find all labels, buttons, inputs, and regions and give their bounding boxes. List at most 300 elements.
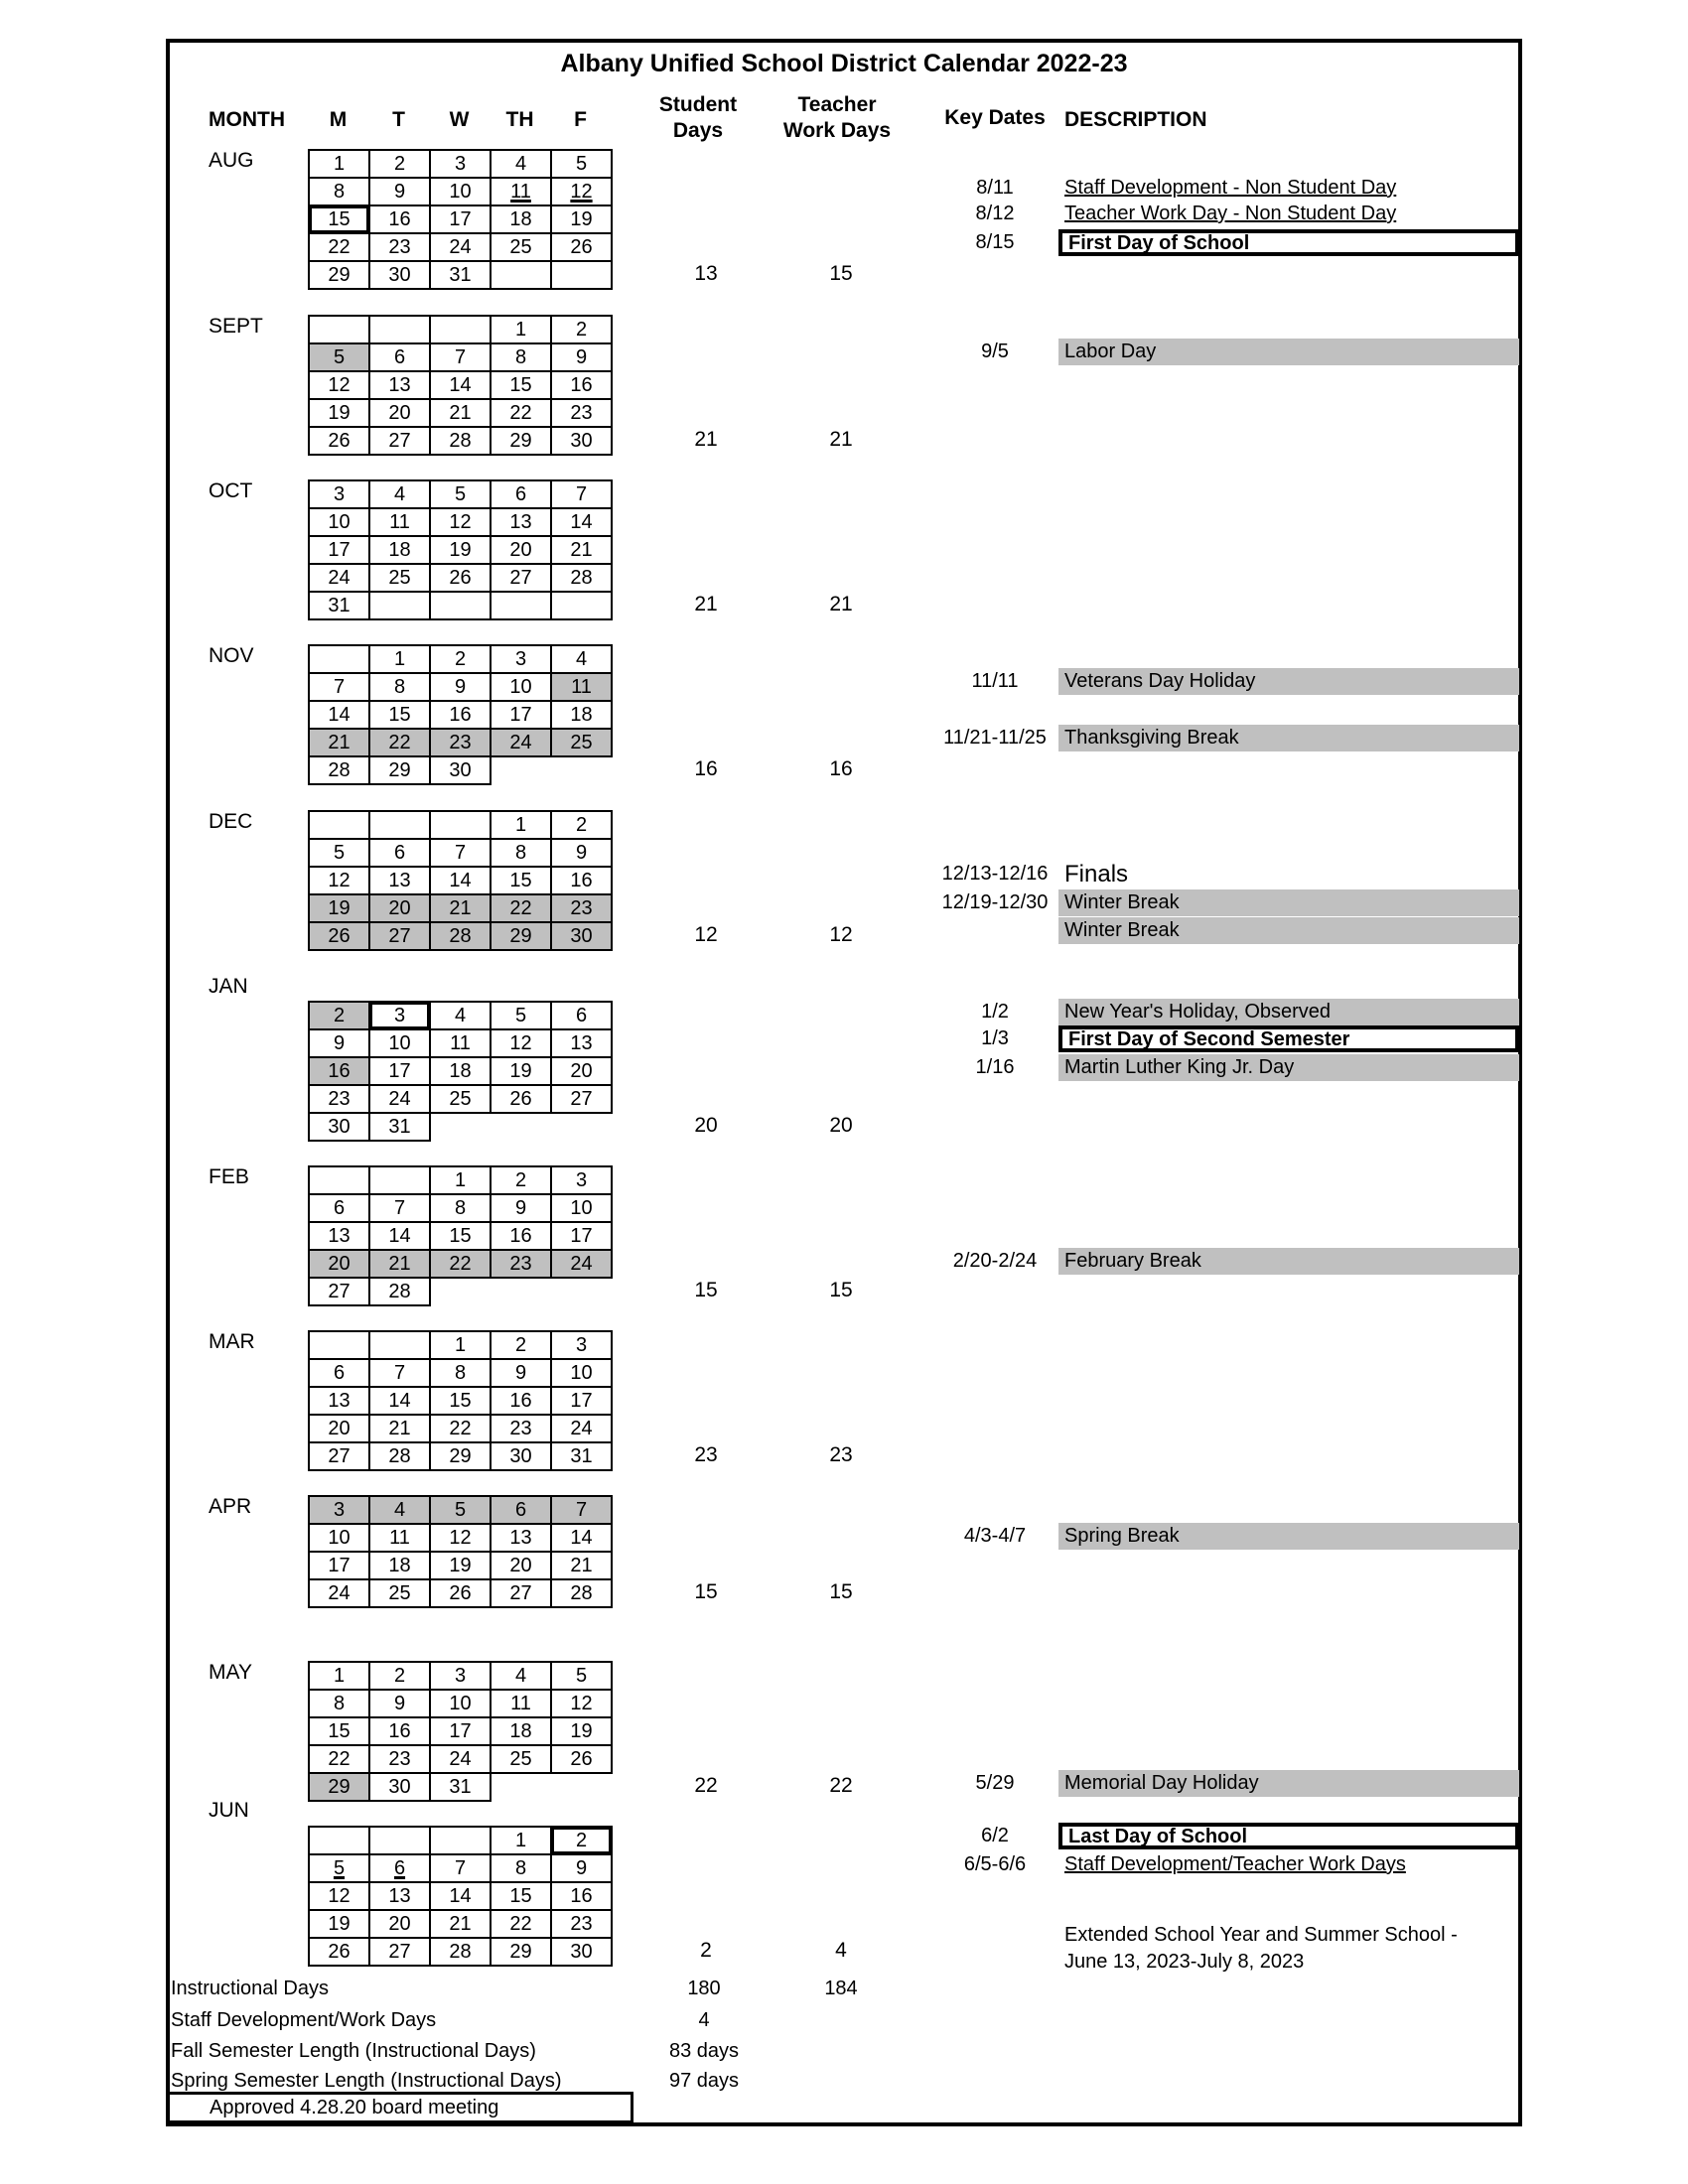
calendar-day: 10 (430, 1690, 491, 1717)
month-label: APR (209, 1495, 252, 1518)
calendar-day (309, 1331, 369, 1359)
calendar-day: 7 (369, 1359, 430, 1387)
calendar-day: 13 (309, 1387, 369, 1415)
calendar-day: 4 (369, 480, 430, 508)
calendar-day: 19 (551, 1717, 612, 1745)
calendar-day: 26 (309, 1938, 369, 1966)
summary-student-staff: 4 (698, 2009, 710, 2031)
calendar-day: 3 (369, 1002, 430, 1029)
calendar-day: 29 (369, 756, 430, 784)
summary-student-fall: 83 days (668, 2040, 740, 2062)
calendar-day: 25 (551, 729, 612, 756)
header-wed: W (449, 108, 470, 131)
calendar-day: 13 (491, 508, 551, 536)
month-label: FEB (209, 1165, 249, 1188)
calendar-day: 30 (491, 1442, 551, 1470)
calendar-day (369, 1166, 430, 1194)
calendar-day: 28 (309, 756, 369, 784)
calendar-day: 30 (369, 1773, 430, 1801)
month-grid (308, 1330, 613, 1471)
calendar-day: 18 (369, 536, 430, 564)
key-date: 12/19-12/30 (941, 891, 1049, 913)
teacher-days-count: 15 (829, 262, 853, 285)
calendar-day: 8 (430, 1194, 491, 1222)
calendar-day: 3 (309, 480, 369, 508)
key-date: 6/5-6/6 (963, 1853, 1027, 1875)
teacher-days-count: 4 (835, 1939, 847, 1962)
calendar-day: 28 (369, 1278, 430, 1305)
calendar-day: 28 (369, 1442, 430, 1470)
key-date: 8/11 (976, 177, 1014, 199)
key-date: 6/2 (981, 1825, 1009, 1846)
calendar-day: 1 (430, 1331, 491, 1359)
calendar-day: 4 (491, 1662, 551, 1690)
calendar-day: 5 (491, 1002, 551, 1029)
calendar-day: 22 (369, 729, 430, 756)
header-thu: TH (505, 108, 534, 131)
calendar-day: 15 (430, 1387, 491, 1415)
calendar-day (430, 1278, 491, 1305)
calendar-day: 13 (369, 1882, 430, 1910)
calendar-day (491, 1773, 551, 1801)
event-description: Finals (1064, 861, 1129, 887)
calendar-day: 22 (491, 1910, 551, 1938)
calendar-day: 27 (491, 564, 551, 592)
event-description: Memorial Day Holiday (1058, 1770, 1519, 1797)
month-grid (308, 1165, 613, 1306)
calendar-day: 24 (491, 729, 551, 756)
calendar-day: 21 (551, 536, 612, 564)
calendar-day: 21 (430, 1910, 491, 1938)
calendar-day: 31 (551, 1442, 612, 1470)
calendar-day: 3 (430, 150, 491, 178)
calendar-day: 22 (309, 1745, 369, 1773)
calendar-day: 27 (369, 1938, 430, 1966)
calendar-day: 1 (491, 811, 551, 839)
calendar-day (491, 1113, 551, 1141)
calendar-day: 29 (430, 1442, 491, 1470)
calendar-day (551, 1278, 612, 1305)
month-label: MAR (209, 1330, 255, 1353)
calendar-day: 12 (309, 371, 369, 399)
calendar-day: 1 (369, 645, 430, 673)
calendar-day: 29 (491, 1938, 551, 1966)
calendar-day: 27 (369, 922, 430, 950)
calendar-day: 12 (309, 1882, 369, 1910)
calendar-day: 1 (491, 316, 551, 343)
calendar-day: 20 (369, 399, 430, 427)
calendar-day: 29 (309, 1773, 369, 1801)
month-grid (308, 149, 613, 290)
calendar-day: 28 (430, 922, 491, 950)
calendar-day: 9 (430, 673, 491, 701)
summary-label-instructional: Instructional Days (171, 1978, 329, 1999)
calendar-day: 21 (430, 894, 491, 922)
calendar-day (551, 1113, 612, 1141)
calendar-day: 12 (551, 178, 612, 205)
calendar-day: 5 (551, 150, 612, 178)
event-description: Last Day of School (1058, 1823, 1519, 1849)
calendar-day: 30 (430, 756, 491, 784)
calendar-day: 4 (430, 1002, 491, 1029)
calendar-day: 31 (369, 1113, 430, 1141)
calendar-day: 2 (551, 1827, 612, 1854)
calendar-day: 25 (369, 1579, 430, 1607)
event-description: First Day of Second Semester (1058, 1025, 1519, 1052)
calendar-day: 10 (369, 1029, 430, 1057)
calendar-day (430, 316, 491, 343)
calendar-day: 14 (430, 1882, 491, 1910)
calendar-day: 21 (369, 1415, 430, 1442)
calendar-day: 1 (491, 1827, 551, 1854)
month-label: SEPT (209, 315, 263, 338)
calendar-day: 3 (491, 645, 551, 673)
teacher-days-count: 15 (829, 1279, 853, 1301)
calendar-day: 9 (369, 1690, 430, 1717)
calendar-day: 17 (309, 1552, 369, 1579)
calendar-day: 26 (430, 564, 491, 592)
key-date: 1/2 (981, 1001, 1009, 1023)
calendar-day: 15 (491, 867, 551, 894)
calendar-day: 7 (551, 1496, 612, 1524)
calendar-day: 2 (491, 1331, 551, 1359)
event-description: Staff Development/Teacher Work Days (1064, 1853, 1406, 1875)
calendar-day (551, 756, 612, 784)
header-fri: F (574, 108, 587, 131)
calendar-day: 16 (551, 371, 612, 399)
calendar-day: 21 (551, 1552, 612, 1579)
calendar-day: 5 (551, 1662, 612, 1690)
calendar-day: 17 (309, 536, 369, 564)
calendar-day: 15 (369, 701, 430, 729)
calendar-day: 24 (551, 1250, 612, 1278)
calendar-day: 8 (491, 1854, 551, 1882)
calendar-day (369, 811, 430, 839)
calendar-day: 26 (309, 922, 369, 950)
calendar-day: 30 (551, 1938, 612, 1966)
calendar-day: 20 (369, 894, 430, 922)
calendar-day: 30 (551, 922, 612, 950)
calendar-day: 27 (309, 1278, 369, 1305)
calendar-day: 23 (551, 894, 612, 922)
event-description: Veterans Day Holiday (1058, 668, 1519, 695)
calendar-day: 23 (551, 399, 612, 427)
calendar-day: 22 (430, 1415, 491, 1442)
calendar-day: 8 (491, 839, 551, 867)
calendar-day (551, 592, 612, 619)
calendar-day: 10 (491, 673, 551, 701)
calendar-day: 7 (430, 343, 491, 371)
calendar-day: 2 (491, 1166, 551, 1194)
calendar-day: 6 (309, 1194, 369, 1222)
teacher-days-count: 16 (829, 757, 853, 780)
calendar-day (430, 811, 491, 839)
student-days-count: 20 (694, 1114, 718, 1137)
event-description: Spring Break (1058, 1523, 1519, 1550)
calendar-day: 23 (369, 1745, 430, 1773)
calendar-day: 20 (369, 1910, 430, 1938)
description-border (1516, 286, 1520, 1835)
calendar-day: 7 (551, 480, 612, 508)
month-label: DEC (209, 810, 253, 833)
calendar-day: 10 (430, 178, 491, 205)
calendar-day: 2 (309, 1002, 369, 1029)
approved-box: Approved 4.28.20 board meeting (167, 2092, 633, 2123)
key-date: 9/5 (981, 341, 1009, 362)
calendar-day: 16 (491, 1387, 551, 1415)
key-date: 8/12 (975, 203, 1015, 224)
calendar-day: 15 (430, 1222, 491, 1250)
calendar-day: 25 (369, 564, 430, 592)
calendar-day: 9 (491, 1194, 551, 1222)
calendar-day: 24 (551, 1415, 612, 1442)
student-days-count: 22 (694, 1774, 718, 1797)
calendar-day: 20 (491, 536, 551, 564)
calendar-day: 28 (551, 1579, 612, 1607)
calendar-day: 9 (551, 343, 612, 371)
month-label: JAN (209, 975, 248, 998)
month-label: OCT (209, 479, 253, 502)
calendar-day: 30 (551, 427, 612, 455)
calendar-day: 3 (430, 1662, 491, 1690)
calendar-day: 24 (309, 1579, 369, 1607)
month-grid (308, 1495, 613, 1608)
calendar-day: 15 (491, 371, 551, 399)
header-teacher-days: Teacher Work Days (782, 93, 892, 142)
student-days-count: 2 (700, 1939, 712, 1962)
calendar-day: 23 (551, 1910, 612, 1938)
calendar-day: 22 (491, 894, 551, 922)
calendar-day: 18 (491, 1717, 551, 1745)
calendar-day: 3 (309, 1496, 369, 1524)
calendar-day: 15 (309, 205, 369, 233)
calendar-day (309, 316, 369, 343)
calendar-day: 4 (551, 645, 612, 673)
month-grid (308, 644, 613, 785)
calendar-day: 8 (430, 1359, 491, 1387)
student-days-count: 13 (694, 262, 718, 285)
summary-teacher-instructional: 184 (824, 1978, 858, 1999)
calendar-day (369, 592, 430, 619)
calendar-day: 23 (369, 233, 430, 261)
calendar-day: 12 (309, 867, 369, 894)
calendar-day: 11 (369, 1524, 430, 1552)
calendar-day: 3 (551, 1166, 612, 1194)
calendar-day (551, 1773, 612, 1801)
event-description: First Day of School (1058, 229, 1519, 256)
calendar-day: 9 (309, 1029, 369, 1057)
student-days-count: 15 (694, 1580, 718, 1603)
calendar-day: 6 (369, 1854, 430, 1882)
calendar-day: 9 (369, 178, 430, 205)
teacher-days-count: 22 (829, 1774, 853, 1797)
calendar-day: 5 (430, 1496, 491, 1524)
calendar-day: 12 (491, 1029, 551, 1057)
calendar-day: 10 (551, 1359, 612, 1387)
calendar-day: 10 (551, 1194, 612, 1222)
calendar-day: 2 (430, 645, 491, 673)
calendar-day: 13 (369, 867, 430, 894)
calendar-day: 11 (369, 508, 430, 536)
calendar-day: 23 (491, 1415, 551, 1442)
key-date: 4/3-4/7 (963, 1525, 1027, 1547)
calendar-day: 17 (430, 205, 491, 233)
event-description: Winter Break (1058, 889, 1519, 916)
calendar-day: 19 (491, 1057, 551, 1085)
calendar-day: 17 (551, 1387, 612, 1415)
calendar-day: 8 (309, 178, 369, 205)
calendar-day: 7 (309, 673, 369, 701)
event-description: Teacher Work Day - Non Student Day (1064, 203, 1397, 224)
calendar-day: 30 (369, 261, 430, 289)
calendar-day: 8 (369, 673, 430, 701)
calendar-day: 16 (551, 867, 612, 894)
calendar-day: 19 (309, 894, 369, 922)
calendar-day: 26 (491, 1085, 551, 1113)
calendar-day: 19 (309, 399, 369, 427)
month-grid (308, 1001, 613, 1142)
student-days-count: 21 (694, 593, 718, 615)
calendar-day: 17 (369, 1057, 430, 1085)
calendar-day: 25 (491, 1745, 551, 1773)
calendar-day: 26 (430, 1579, 491, 1607)
month-grid (308, 810, 613, 951)
calendar-day: 17 (491, 701, 551, 729)
calendar-day (309, 1827, 369, 1854)
calendar-day: 24 (369, 1085, 430, 1113)
header-student-days: Student Days (658, 93, 738, 142)
calendar-day: 24 (309, 564, 369, 592)
calendar-day (491, 1278, 551, 1305)
calendar-day: 28 (430, 427, 491, 455)
calendar-day: 11 (430, 1029, 491, 1057)
calendar-day (309, 645, 369, 673)
calendar-day: 29 (491, 427, 551, 455)
header-key-dates: Key Dates (944, 106, 1046, 129)
teacher-days-count: 15 (829, 1580, 853, 1603)
calendar-day: 13 (369, 371, 430, 399)
event-description: Labor Day (1058, 339, 1519, 365)
calendar-day: 21 (309, 729, 369, 756)
student-days-count: 23 (694, 1443, 718, 1466)
calendar-day: 1 (430, 1166, 491, 1194)
header-month: MONTH (209, 108, 285, 131)
calendar-day: 27 (551, 1085, 612, 1113)
calendar-day: 4 (369, 1496, 430, 1524)
summary-label-spring: Spring Semester Length (Instructional Days) (171, 2070, 562, 2092)
calendar-day: 28 (551, 564, 612, 592)
calendar-day: 11 (491, 178, 551, 205)
calendar-day: 22 (430, 1250, 491, 1278)
calendar-day: 25 (491, 233, 551, 261)
event-description: February Break (1058, 1248, 1519, 1275)
teacher-days-count: 21 (829, 593, 853, 615)
key-date: 11/21-11/25 (943, 727, 1047, 749)
calendar-day: 17 (430, 1717, 491, 1745)
calendar-day: 10 (309, 1524, 369, 1552)
calendar-day: 30 (309, 1113, 369, 1141)
calendar-day: 16 (369, 1717, 430, 1745)
calendar-day: 6 (551, 1002, 612, 1029)
calendar-day: 16 (551, 1882, 612, 1910)
calendar-day (551, 261, 612, 289)
calendar-day: 22 (309, 233, 369, 261)
header-description: DESCRIPTION (1064, 108, 1207, 131)
calendar-day (430, 1827, 491, 1854)
calendar-day: 29 (309, 261, 369, 289)
summary-label-staff: Staff Development/Work Days (171, 2009, 437, 2031)
calendar-day: 23 (491, 1250, 551, 1278)
calendar-day (491, 592, 551, 619)
month-grid (308, 1661, 613, 1802)
calendar-day (491, 756, 551, 784)
calendar-day: 26 (551, 233, 612, 261)
calendar-day (309, 811, 369, 839)
calendar-day: 14 (551, 508, 612, 536)
calendar-day: 31 (430, 1773, 491, 1801)
teacher-days-count: 20 (829, 1114, 853, 1137)
month-grid (308, 1826, 613, 1967)
calendar-day (430, 592, 491, 619)
calendar-day (309, 1166, 369, 1194)
calendar-day: 8 (491, 343, 551, 371)
calendar-day: 1 (309, 1662, 369, 1690)
calendar-day: 4 (491, 150, 551, 178)
calendar-day: 16 (430, 701, 491, 729)
header-mon: M (329, 108, 348, 131)
calendar-day: 6 (369, 343, 430, 371)
calendar-day: 13 (491, 1524, 551, 1552)
student-days-count: 21 (694, 428, 718, 451)
key-date: 8/15 (975, 231, 1015, 253)
calendar-day: 6 (369, 839, 430, 867)
student-days-count: 15 (694, 1279, 718, 1301)
calendar-day: 6 (491, 480, 551, 508)
calendar-day: 26 (551, 1745, 612, 1773)
calendar-day: 12 (551, 1690, 612, 1717)
calendar-day: 3 (551, 1331, 612, 1359)
month-label: JUN (209, 1799, 249, 1822)
calendar-day: 27 (491, 1579, 551, 1607)
key-date: 11/11 (971, 670, 1019, 692)
calendar-day: 31 (309, 592, 369, 619)
calendar-day: 5 (430, 480, 491, 508)
calendar-day: 7 (430, 1854, 491, 1882)
calendar-day (369, 316, 430, 343)
calendar-day: 15 (491, 1882, 551, 1910)
month-label: AUG (209, 149, 254, 172)
calendar-day: 5 (309, 343, 369, 371)
calendar-day: 1 (309, 150, 369, 178)
calendar-day (369, 1331, 430, 1359)
teacher-days-count: 12 (829, 923, 853, 946)
calendar-day: 9 (551, 1854, 612, 1882)
calendar-day: 15 (309, 1717, 369, 1745)
calendar-day: 9 (551, 839, 612, 867)
calendar-day (491, 261, 551, 289)
key-date: 1/16 (975, 1056, 1015, 1078)
month-label: NOV (209, 644, 254, 667)
calendar-day: 7 (430, 839, 491, 867)
summer-note-line2: June 13, 2023-July 8, 2023 (1064, 1951, 1305, 1973)
calendar-day: 20 (551, 1057, 612, 1085)
calendar-day: 6 (309, 1359, 369, 1387)
event-description: Staff Development - Non Student Day (1064, 177, 1397, 199)
calendar-day: 19 (430, 1552, 491, 1579)
calendar-day: 25 (430, 1085, 491, 1113)
month-label: MAY (209, 1661, 252, 1684)
calendar-day: 20 (309, 1415, 369, 1442)
